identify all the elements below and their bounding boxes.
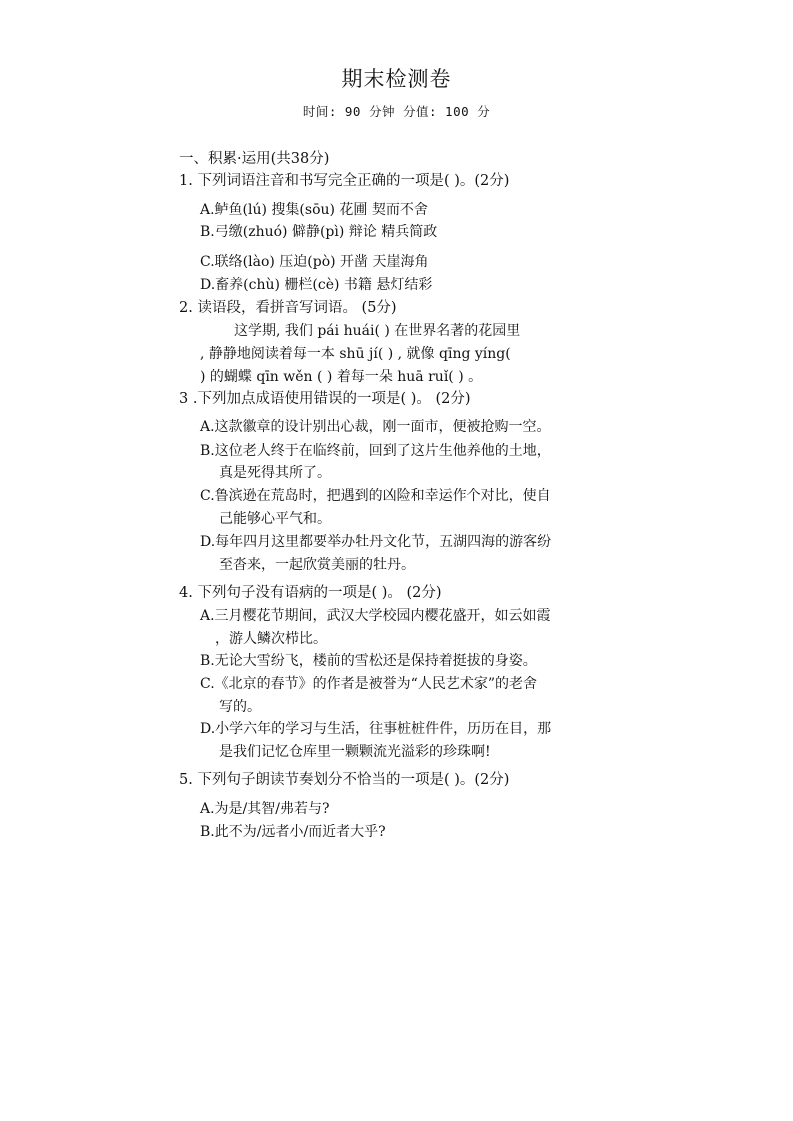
exam-title: 期末检测卷	[341, 67, 452, 91]
question-2: 2. 读语段，看拼音写词语。 (5分)	[179, 300, 397, 316]
question-1: 1. 下列词语注音和书写完全正确的一项是( )。(2分)	[179, 173, 510, 189]
q3-option-b-cont: 真是死得其所了。	[219, 465, 331, 481]
q4-option-c: C.《北京的春节》的作者是被誉为“人民艺术家”的老舍	[200, 676, 537, 692]
q4-option-a: A.三月樱花节期间，武汉大学校园内樱花盛开，如云如霞	[200, 608, 551, 624]
q3-option-c: C.鲁滨逊在荒岛时，把遇到的凶险和幸运作个对比，使自	[200, 488, 551, 504]
q1-option-d: D.畜养(chù) 栅栏(cè) 书籍 悬灯结彩	[200, 277, 433, 293]
section-heading: 一、积累·运用(共38分)	[179, 151, 330, 167]
q3-option-a: A.这款徽章的设计别出心裁，刚一面市，便被抢购一空。	[200, 419, 551, 435]
q1-option-c: C.联络(lào) 压迫(pò) 开凿 天崖海角	[200, 254, 429, 270]
q1-option-b: B.弓缴(zhuó) 僻静(pì) 辩论 精兵简政	[200, 224, 438, 240]
q3-option-d-cont: 至沓来，一起欣赏美丽的牡丹。	[219, 557, 415, 573]
q5-option-a: A.为是/其智/弗若与?	[200, 801, 330, 817]
q2-passage-line-2: , 静静地阅读着每一本 shū jí( ) , 就像 qīng yíng(	[200, 346, 511, 362]
q3-option-b: B.这位老人终于在临终前，回到了这片生他养他的土地，	[200, 443, 551, 459]
question-3: 3 .下列加点成语使用错误的一项是( )。 (2分)	[179, 391, 471, 407]
exam-time-score: 时间: 90 分钟 分值: 100 分	[302, 104, 491, 119]
q3-option-c-cont: 己能够心平气和。	[219, 511, 331, 527]
q4-option-a-cont: ，游人鳞次栉比。	[215, 631, 327, 647]
q1-option-a: A.鲈鱼(lú) 搜集(sōu) 花圃 契而不舍	[200, 202, 428, 218]
q2-passage-line-3: ) 的蝴蝶 qīn wěn ( ) 着每一朵 huā ruǐ( ) 。	[200, 369, 483, 385]
q4-option-b: B.无论大雪纷飞，楼前的雪松还是保持着挺拔的身姿。	[200, 653, 537, 669]
q5-option-b: B.此不为/远者小/而近者大乎?	[200, 824, 386, 840]
q4-option-c-cont: 写的。	[219, 699, 261, 715]
question-5: 5. 下列句子朗读节奏划分不恰当的一项是( )。(2分)	[179, 772, 510, 788]
q3-option-d: D.每年四月这里都要举办牡丹文化节，五湖四海的游客纷	[200, 534, 552, 550]
q2-passage-line-1: 这学期, 我们 pái huái( ) 在世界名著的花园里	[234, 323, 521, 339]
q4-option-d-cont: 是我们记忆仓库里一颗颗流光溢彩的珍珠啊!	[219, 744, 491, 760]
q4-option-d: D.小学六年的学习与生活，往事桩桩件件，历历在目，那	[200, 721, 552, 737]
question-4: 4. 下列句子没有语病的一项是( )。 (2分)	[179, 585, 442, 601]
